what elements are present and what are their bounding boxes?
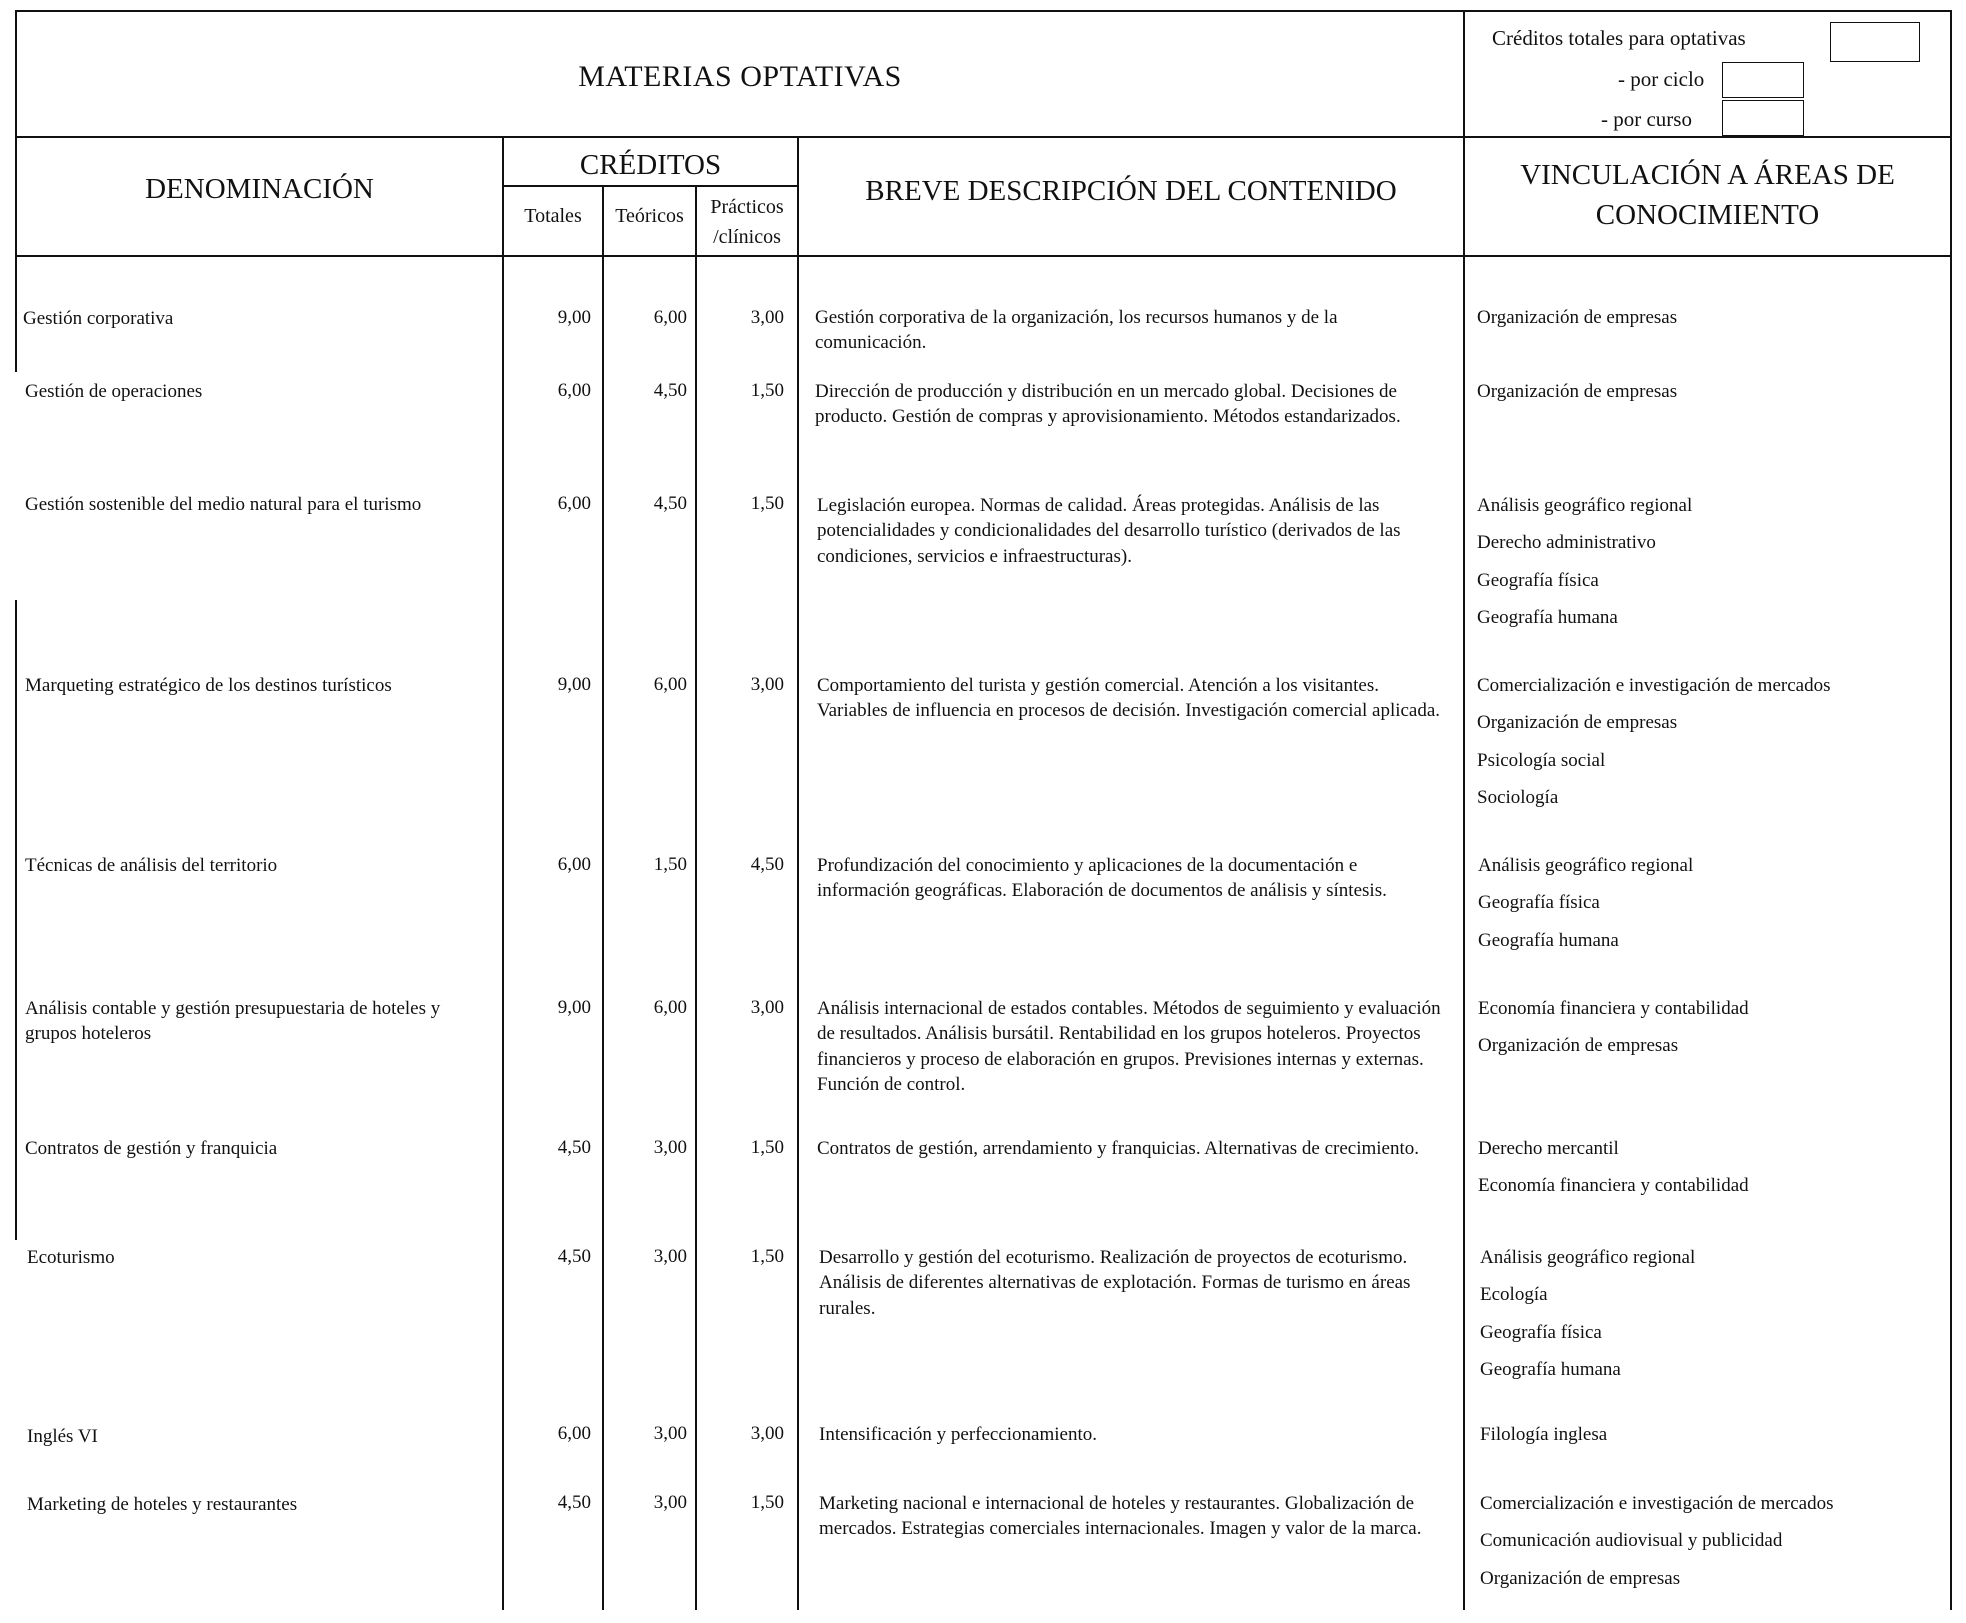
per-cycle-label: - por ciclo xyxy=(1618,67,1705,91)
row-7-total: 4,50 xyxy=(557,1246,591,1267)
rule-col-practice xyxy=(695,185,697,1610)
row-9-theory: 3,00 xyxy=(653,1492,687,1513)
row-3-area-0: Comercialización e investigación de mercados xyxy=(1477,675,1831,696)
row-5-area-1: Organización de empresas xyxy=(1478,1035,1679,1057)
row-2-description: Legislación europea. Normas de calidad. Áreas protegidas. Análisis de las potencialidades y condicionalidades del desarrollo turístico (derivados de las condiciones, servicios e infraestructuras). xyxy=(817,495,1401,567)
row-3-name: Marqueting estratégico de los destinos turísticos xyxy=(25,675,392,696)
rule-left-body xyxy=(15,257,17,372)
row-7-area-0: Análisis geográfico regional xyxy=(1480,1247,1696,1268)
row-0-areas xyxy=(1477,305,1947,342)
row-4-name: Técnicas de análisis del territorio xyxy=(25,855,278,876)
row-9-name: Marketing de hoteles y restaurantes xyxy=(27,1494,298,1515)
row-5-name: Análisis contable y gestión presupuestaria de hoteles y grupos hoteleros xyxy=(25,998,441,1045)
rule-header-bottom xyxy=(15,136,1952,138)
row-3-area-1: Organización de empresas xyxy=(1477,712,1678,734)
credits-total-label: Créditos totales para optativas xyxy=(1492,26,1746,50)
credits-total-field[interactable] xyxy=(1830,22,1920,62)
row-2-area-0: Análisis geográfico regional xyxy=(1477,495,1693,516)
row-8-name: Inglés VI xyxy=(27,1426,98,1447)
rule-right xyxy=(1950,10,1952,1610)
row-1-theory: 4,50 xyxy=(653,380,687,401)
row-3-description: Comportamiento del turista y gestión comercial. Atención a los visitantes. Variables de influencia en procesos de decisión. Investigación comercial aplicada. xyxy=(817,675,1441,722)
per-course-field[interactable] xyxy=(1722,100,1804,136)
row-4-total: 6,00 xyxy=(557,854,591,875)
row-0-name: Gestión corporativa xyxy=(23,308,174,329)
row-7-name: Ecoturismo xyxy=(27,1247,115,1268)
col-header-description: BREVE DESCRIPCIÓN DEL CONTENIDO xyxy=(865,175,1397,207)
row-1-description: Dirección de producción y distribución en un mercado global. Decisiones de producto. Gestión de compras y aprovisionamiento. Métodos estandarizados. xyxy=(815,381,1401,428)
row-4-area-0: Análisis geográfico regional xyxy=(1478,855,1694,876)
rule-col-areas xyxy=(1463,136,1465,1610)
rule-colhead-bottom xyxy=(15,255,1952,257)
row-8-practice: 3,00 xyxy=(750,1423,784,1444)
row-9-area-2: Organización de empresas xyxy=(1480,1567,1681,1589)
rule-header-split xyxy=(1463,10,1465,138)
row-4-theory: 1,50 xyxy=(653,854,687,875)
row-8-areas xyxy=(1480,1422,1950,1459)
row-8-total: 6,00 xyxy=(557,1423,591,1444)
row-4-description: Profundización del conocimiento y aplicaciones de la documentación e información geográficas. Elaboración de documentos de análisis y síntesis. xyxy=(817,855,1387,902)
row-4-area-1: Geografía física xyxy=(1478,892,1600,914)
row-6-practice: 1,50 xyxy=(750,1137,784,1158)
rule-col-credits xyxy=(502,136,504,1610)
row-5-area-0: Economía financiera y contabilidad xyxy=(1478,998,1749,1019)
row-2-area-3: Geografía humana xyxy=(1477,606,1618,628)
row-7-practice: 1,50 xyxy=(750,1246,784,1267)
row-3-practice: 3,00 xyxy=(750,674,784,695)
row-1-total: 6,00 xyxy=(557,380,591,401)
per-cycle-field[interactable] xyxy=(1722,62,1804,98)
row-7-area-1: Ecología xyxy=(1480,1284,1548,1306)
row-2-area-2: Geografía física xyxy=(1477,569,1599,591)
row-1-areas xyxy=(1477,379,1947,416)
row-2-area-1: Derecho administrativo xyxy=(1477,532,1656,554)
rule-top xyxy=(15,10,1952,12)
row-3-theory: 6,00 xyxy=(653,674,687,695)
row-9-area-1: Comunicación audiovisual y publicidad xyxy=(1480,1530,1783,1552)
row-2-practice: 1,50 xyxy=(750,493,784,514)
section-title: MATERIAS OPTATIVAS xyxy=(578,60,902,93)
row-6-total: 4,50 xyxy=(557,1137,591,1158)
row-6-area-1: Economía financiera y contabilidad xyxy=(1478,1175,1749,1197)
row-4-practice: 4,50 xyxy=(750,854,784,875)
row-6-areas xyxy=(1478,1136,1948,1211)
row-7-description: Desarrollo y gestión del ecoturismo. Realización de proyectos de ecoturismo. Análisis de diferentes alternativas de explotación. Formas de turismo en áreas rurales. xyxy=(819,1247,1411,1319)
col-header-areas-2: CONOCIMIENTO xyxy=(1595,199,1820,231)
row-9-practice: 1,50 xyxy=(750,1492,784,1513)
rule-left-header xyxy=(15,10,17,257)
row-6-description: Contratos de gestión, arrendamiento y franquicias. Alternativas de crecimiento. xyxy=(817,1138,1419,1159)
row-2-total: 6,00 xyxy=(557,493,591,514)
row-2-areas xyxy=(1477,493,1947,642)
row-5-areas xyxy=(1478,996,1948,1071)
row-3-areas xyxy=(1477,673,1947,822)
row-5-description: Análisis internacional de estados contables. Métodos de seguimiento y evaluación de resultados. Análisis bursátil. Rentabilidad en los grupos hoteleros. Proyectos financieros y proceso de elaboración en grupos. Previsiones internas y externas. Función de control. xyxy=(817,998,1441,1095)
row-9-total: 4,50 xyxy=(557,1492,591,1513)
col-header-total: Totales xyxy=(524,205,582,227)
row-8-description: Intensificación y perfeccionamiento. xyxy=(819,1424,1098,1445)
per-course-label: - por curso xyxy=(1601,107,1692,131)
rule-col-desc xyxy=(797,136,799,1610)
rule-left-body2 xyxy=(15,600,17,1240)
rule-credits-sub xyxy=(502,185,799,187)
row-8-theory: 3,00 xyxy=(653,1423,687,1444)
row-5-total: 9,00 xyxy=(557,997,591,1018)
row-5-practice: 3,00 xyxy=(750,997,784,1018)
col-header-practice-2: /clínicos xyxy=(713,226,781,248)
col-header-name: DENOMINACIÓN xyxy=(145,173,374,205)
row-0-practice: 3,00 xyxy=(750,307,784,328)
row-6-name: Contratos de gestión y franquicia xyxy=(25,1138,278,1159)
row-0-description: Gestión corporativa de la organización, los recursos humanos y de la comunicación. xyxy=(815,307,1338,354)
row-6-area-0: Derecho mercantil xyxy=(1478,1138,1619,1159)
row-0-area-0: Organización de empresas xyxy=(1477,307,1678,328)
row-9-area-0: Comercialización e investigación de mercados xyxy=(1480,1493,1834,1514)
col-header-areas-1: VINCULACIÓN A ÁREAS DE xyxy=(1520,159,1895,191)
row-1-name: Gestión de operaciones xyxy=(25,381,203,402)
row-3-total: 9,00 xyxy=(557,674,591,695)
row-0-total: 9,00 xyxy=(557,307,591,328)
col-header-theory: Teóricos xyxy=(615,205,684,227)
row-7-areas xyxy=(1480,1245,1950,1394)
row-9-description: Marketing nacional e internacional de hoteles y restaurantes. Globalización de mercados. Estrategias comerciales internacionales. Imagen y valor de la marca. xyxy=(819,1493,1422,1540)
row-4-area-2: Geografía humana xyxy=(1478,929,1619,951)
row-2-theory: 4,50 xyxy=(653,493,687,514)
row-3-area-2: Psicología social xyxy=(1477,749,1606,771)
row-1-area-0: Organización de empresas xyxy=(1477,381,1678,402)
row-5-theory: 6,00 xyxy=(653,997,687,1018)
row-1-practice: 1,50 xyxy=(750,380,784,401)
row-9-areas xyxy=(1480,1491,1950,1603)
row-8-area-0: Filología inglesa xyxy=(1480,1424,1608,1445)
rule-col-theory xyxy=(602,185,604,1610)
row-3-area-3: Sociología xyxy=(1477,786,1559,808)
col-header-credits: CRÉDITOS xyxy=(579,149,722,181)
row-7-theory: 3,00 xyxy=(653,1246,687,1267)
col-header-practice-1: Prácticos xyxy=(710,196,784,218)
row-7-area-2: Geografía física xyxy=(1480,1321,1602,1343)
row-2-name: Gestión sostenible del medio natural para el turismo xyxy=(25,494,422,515)
row-4-areas xyxy=(1478,853,1948,965)
row-0-theory: 6,00 xyxy=(653,307,687,328)
row-6-theory: 3,00 xyxy=(653,1137,687,1158)
row-7-area-3: Geografía humana xyxy=(1480,1358,1621,1380)
